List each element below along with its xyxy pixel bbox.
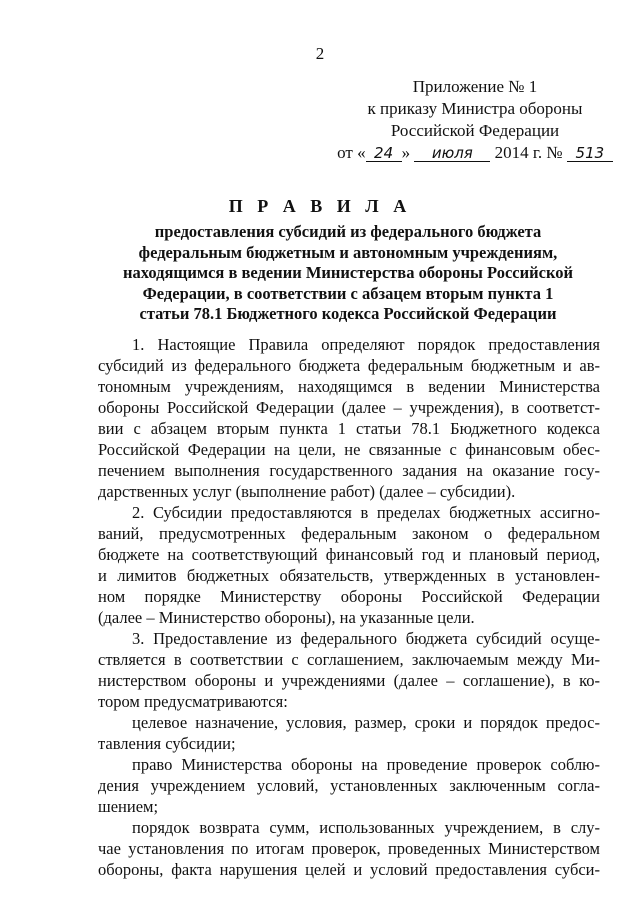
body-line: тономным учреждениям, находящимся в ведении Министерства xyxy=(98,377,600,396)
date-mid: » xyxy=(401,143,411,162)
handwritten-day: 24 xyxy=(366,145,402,162)
document-subtitle xyxy=(108,222,588,325)
subtitle-line: находящимся в ведении Министерства обороны Российской xyxy=(122,263,573,282)
body-line: бюджете на соответствующий финансовый год и плановый период, xyxy=(98,545,600,564)
body-line: и лимитов бюджетных обязательств, утвержденных в установлен- xyxy=(98,566,600,585)
appendix-title: Приложение № 1 xyxy=(412,77,538,96)
document-title: П Р А В И Л А xyxy=(228,196,412,216)
body-line: дения учреждением условий, установленных заключенным согла- xyxy=(98,776,600,795)
body-line: чае установления по итогам проверок, проведенных Министерством xyxy=(98,839,600,858)
body-line: ваний, предусмотренных федеральным законом о федеральном xyxy=(98,524,600,543)
date-year: 2014 г. № xyxy=(494,143,563,162)
body-line: тавления субсидии; xyxy=(98,734,236,753)
date-prefix: от « xyxy=(337,143,366,162)
body-line: 3. Предоставление из федерального бюджета субсидий осуще- xyxy=(132,629,600,648)
appendix-date-line xyxy=(330,142,620,164)
body-line: 1. Настоящие Правила определяют порядок предоставления xyxy=(132,335,600,354)
body-line: обороны, факта нарушения целей и условий предоставления субси- xyxy=(98,860,600,879)
document-body xyxy=(98,334,600,880)
subtitle-line: статьи 78.1 Бюджетного кодекса Российской Федерации xyxy=(139,304,557,323)
appendix-header xyxy=(330,76,620,164)
body-line: право Министерства обороны на проведение проверок соблю- xyxy=(132,755,600,774)
handwritten-month: июля xyxy=(414,145,490,162)
appendix-federation: Российской Федерации xyxy=(390,121,560,140)
body-line: дарственных услуг (выполнение работ) (далее – субсидии). xyxy=(98,482,516,501)
body-line: целевое назначение, условия, размер, сроки и порядок предос- xyxy=(132,713,600,732)
subtitle-line: Федерации, в соответствии с абзацем вторым пункта 1 xyxy=(142,283,554,303)
subtitle-line: предоставления субсидий из федерального бюджета xyxy=(154,222,542,241)
body-line: тором предусматриваются: xyxy=(98,692,288,711)
subtitle-line: федеральным бюджетным и автономным учреждениям, xyxy=(138,242,558,262)
body-line: нистерством обороны и учреждениями (далее – соглашение), в ко- xyxy=(98,671,600,690)
body-line: 2. Субсидии предоставляются в пределах бюджетных ассигно- xyxy=(132,503,600,522)
page-number: 2 xyxy=(315,44,325,63)
body-line: вии с абзацем вторым пункта 1 статьи 78.1 Бюджетного кодекса xyxy=(98,419,600,438)
body-line: печением выполнения государственного задания на оказание госу- xyxy=(98,461,600,480)
body-line: обороны Российской Федерации (далее – учреждения), в соответст- xyxy=(98,398,600,417)
body-line: ствляется в соответствии с соглашением, заключаемым между Ми- xyxy=(98,650,600,669)
body-line: (далее – Министерство обороны), на указанные цели. xyxy=(98,608,475,627)
body-line: субсидий из федерального бюджета федеральным бюджетным и ав- xyxy=(98,356,600,375)
body-line: шением; xyxy=(98,797,159,816)
handwritten-order-number: 513 xyxy=(567,145,613,162)
body-line: порядок возврата сумм, использованных учреждением, в слу- xyxy=(132,818,600,837)
body-line: Российской Федерации на цели, не связанные с финансовым обес- xyxy=(98,440,600,459)
appendix-order-ref: к приказу Министра обороны xyxy=(367,99,583,118)
body-line: ном порядке Министерству обороны Российской Федерации xyxy=(98,587,600,606)
